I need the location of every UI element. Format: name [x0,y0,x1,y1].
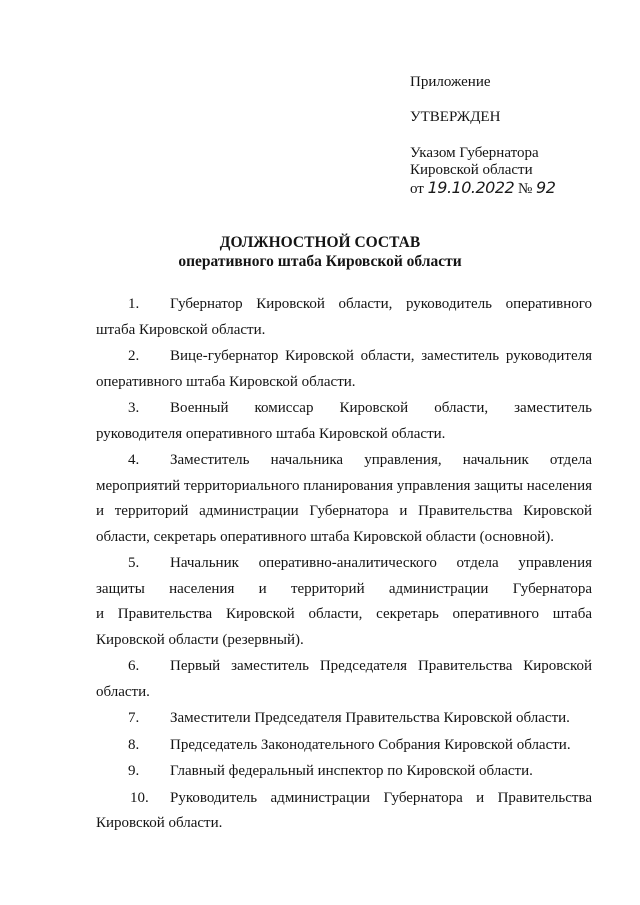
list-item-number: 3. [128,400,140,416]
list-item [96,733,592,759]
list-item-line [96,706,592,732]
list-item-text: Военный комиссар Кировской области, заместитель [170,400,592,416]
list-item-text: Начальник оперативно-аналитического отдела управления [170,555,592,571]
list-item-text: Председатель Законодательного Собрания Кировской области. [170,736,571,753]
list-item-line: руководителя оперативного штаба Кировской области. [96,425,446,442]
list-item-number: 5. [128,555,140,571]
date-prefix: от [410,181,424,197]
list-item [96,706,592,732]
list-item-line [96,344,592,370]
list-item-line [96,292,592,318]
list-item-line [96,654,592,680]
list-item-line [96,551,592,577]
decree-line-2: Кировской области [410,162,533,178]
list-item-number: 8. [128,736,140,753]
document-subtitle: оперативного штаба Кировской области [178,253,462,270]
decree-date-number [410,179,625,198]
list-item [96,786,592,837]
list-item-text: Главный федеральный инспектор по Кировской области. [170,763,533,779]
list-item [96,551,592,653]
list-item [96,292,592,343]
list-item [96,344,592,395]
list-item-line [96,396,592,422]
list-item-text: Вице-губернатор Кировской области, заместитель руководителя [170,348,592,364]
approval-block [410,74,625,198]
handwritten-date: 19.10.2022 [427,178,515,197]
list-item-text: Первый заместитель Председателя Правительства Кировской [170,658,592,674]
list-item-line: и территорий администрации Губернатора и Правительства Кировской [96,503,592,519]
list-item-text: Заместитель начальника управления, начальник отдела [170,452,592,468]
list-item-text: Губернатор Кировской области, руководитель оперативного [170,296,592,312]
list-item-line: области, секретарь оперативного штаба Кировской области (основной). [96,528,555,545]
handwritten-number: 92 [536,178,556,197]
list-item [96,448,592,550]
document-title: ДОЛЖНОСТНОЙ СОСТАВ [219,234,421,251]
list-item-number: 7. [128,710,140,726]
list-item-line: области. [96,683,150,700]
list-item [96,396,592,447]
list-item-line: штаба Кировской области. [96,321,266,338]
list-item-number: 1. [128,296,140,312]
list-item-line: Кировской области. [96,815,223,831]
list-item-text: Заместители Председателя Правительства Кировской области. [170,710,570,726]
list-item-line [96,448,592,474]
list-item-number: 4. [128,452,140,468]
list-item-line [96,786,592,812]
list-item-number: 2. [128,348,140,364]
list-item-line: защиты населения и территорий администрации Губернатора [96,580,592,597]
document-heading [0,233,640,271]
list-item-text: Руководитель администрации Губернатора и Правительства [170,789,592,806]
list-item-line: оперативного штаба Кировской области. [96,373,356,390]
list-item [96,759,592,785]
list-item-line [96,759,592,785]
appendix-label: Приложение [410,74,491,90]
list-item-line: мероприятий территориального планирования управления защиты населения [96,477,592,494]
list-item-number: 6. [128,658,140,674]
position-list [96,292,592,838]
list-item [96,654,592,705]
list-item-number: 10. [130,789,149,806]
list-item-line [96,733,592,759]
approved-stamp-text: УТВЕРЖДЕН [410,109,501,125]
number-prefix: № [517,181,533,197]
list-item-number: 9. [128,763,140,779]
decree-line-1: Указом Губернатора [410,145,539,161]
list-item-line: Кировской области (резервный). [96,631,304,648]
list-item-line: и Правительства Кировской области, секретарь оперативного штаба [96,606,592,622]
